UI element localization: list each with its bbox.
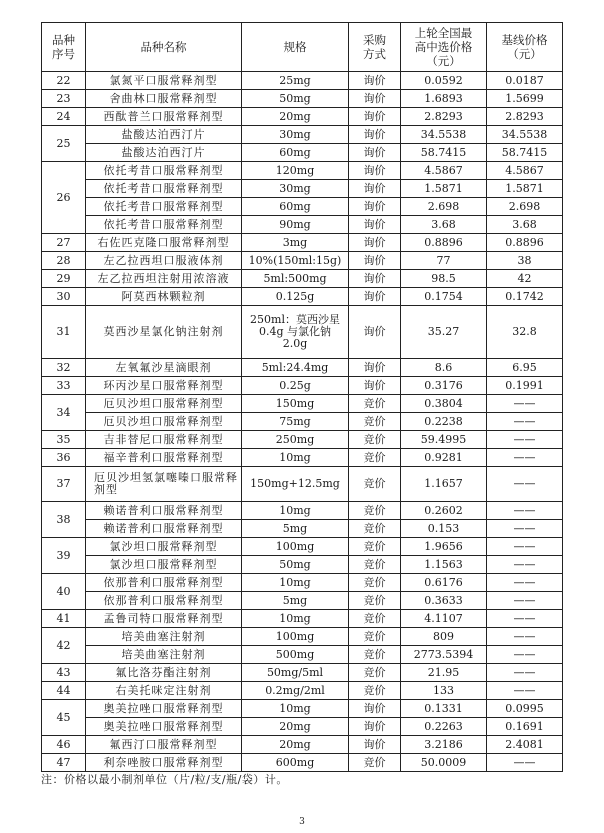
cell-base-price: —— <box>487 664 563 682</box>
cell-base-price: 2.8293 <box>487 108 563 126</box>
cell-base-price: 1.5871 <box>487 180 563 198</box>
cell-method: 竞价 <box>349 754 401 772</box>
cell-last-price: 50.0009 <box>401 754 487 772</box>
cell-last-price: 1.1563 <box>401 556 487 574</box>
cell-no: 41 <box>42 610 86 628</box>
cell-spec: 10mg <box>242 610 349 628</box>
table-row <box>42 126 563 144</box>
cell-last-price: 0.3176 <box>401 377 487 395</box>
cell-name: 右美托咪定注射剂 <box>86 682 242 700</box>
cell-base-price: 38 <box>487 252 563 270</box>
cell-method: 竞价 <box>349 395 401 413</box>
table-row <box>42 90 563 108</box>
cell-name: 左乙拉西坦注射用浓溶液 <box>86 270 242 288</box>
header-last-price: 上轮全国最 高中选价格 （元） <box>401 23 487 72</box>
cell-spec: 150mg <box>242 395 349 413</box>
cell-spec: 75mg <box>242 413 349 431</box>
table-row <box>42 216 563 234</box>
cell-spec: 10mg <box>242 449 349 467</box>
cell-base-price: 6.95 <box>487 359 563 377</box>
cell-no: 36 <box>42 449 86 467</box>
cell-spec: 100mg <box>242 538 349 556</box>
header-name: 品种名称 <box>86 23 242 72</box>
cell-base-price: 0.1991 <box>487 377 563 395</box>
cell-spec: 20mg <box>242 736 349 754</box>
table-row <box>42 682 563 700</box>
cell-base-price: —— <box>487 610 563 628</box>
cell-method: 询价 <box>349 216 401 234</box>
cell-last-price: 0.1754 <box>401 288 487 306</box>
cell-base-price: —— <box>487 395 563 413</box>
cell-spec: 90mg <box>242 216 349 234</box>
header-base-price: 基线价格 （元） <box>487 23 563 72</box>
cell-no: 38 <box>42 502 86 538</box>
cell-method: 竞价 <box>349 628 401 646</box>
cell-name: 福辛普利口服常释剂型 <box>86 449 242 467</box>
cell-method: 询价 <box>349 234 401 252</box>
cell-last-price: 0.8896 <box>401 234 487 252</box>
cell-base-price: —— <box>487 754 563 772</box>
cell-last-price: 77 <box>401 252 487 270</box>
table-row <box>42 288 563 306</box>
cell-spec: 60mg <box>242 144 349 162</box>
cell-method: 询价 <box>349 359 401 377</box>
cell-spec: 0.25g <box>242 377 349 395</box>
cell-spec: 10mg <box>242 700 349 718</box>
table-row <box>42 646 563 664</box>
cell-spec: 10%(150ml:15g) <box>242 252 349 270</box>
cell-method: 询价 <box>349 198 401 216</box>
cell-last-price: 1.5871 <box>401 180 487 198</box>
cell-base-price: —— <box>487 682 563 700</box>
table-row <box>42 556 563 574</box>
cell-method: 询价 <box>349 108 401 126</box>
cell-spec: 25mg <box>242 72 349 90</box>
cell-method: 竞价 <box>349 682 401 700</box>
cell-base-price: —— <box>487 502 563 520</box>
cell-spec: 5ml:24.4mg <box>242 359 349 377</box>
cell-spec: 0.125g <box>242 288 349 306</box>
cell-last-price: 1.6893 <box>401 90 487 108</box>
cell-method: 竞价 <box>349 431 401 449</box>
cell-no: 22 <box>42 72 86 90</box>
table-row <box>42 395 563 413</box>
cell-no: 39 <box>42 538 86 574</box>
table-row <box>42 306 563 359</box>
cell-no: 30 <box>42 288 86 306</box>
cell-spec: 120mg <box>242 162 349 180</box>
table-row <box>42 592 563 610</box>
cell-method: 竞价 <box>349 646 401 664</box>
cell-method: 竞价 <box>349 538 401 556</box>
cell-name: 氟比洛芬酯注射剂 <box>86 664 242 682</box>
cell-method: 竞价 <box>349 502 401 520</box>
cell-name: 左乙拉西坦口服液体剂 <box>86 252 242 270</box>
cell-spec: 0.2mg/2ml <box>242 682 349 700</box>
cell-name: 依托考昔口服常释剂型 <box>86 162 242 180</box>
cell-spec: 30mg <box>242 126 349 144</box>
cell-base-price: 34.5538 <box>487 126 563 144</box>
cell-spec: 250mg <box>242 431 349 449</box>
cell-name: 赖诺普利口服常释剂型 <box>86 520 242 538</box>
table-row <box>42 467 563 502</box>
cell-method: 询价 <box>349 288 401 306</box>
cell-name: 阿莫西林颗粒剂 <box>86 288 242 306</box>
cell-last-price: 1.1657 <box>401 467 487 502</box>
cell-method: 竞价 <box>349 574 401 592</box>
cell-spec: 20mg <box>242 108 349 126</box>
table-row <box>42 449 563 467</box>
cell-base-price: —— <box>487 574 563 592</box>
cell-name: 赖诺普利口服常释剂型 <box>86 502 242 520</box>
cell-base-price: 2.698 <box>487 198 563 216</box>
cell-no: 35 <box>42 431 86 449</box>
cell-base-price: 4.5867 <box>487 162 563 180</box>
cell-no: 28 <box>42 252 86 270</box>
cell-spec: 50mg <box>242 556 349 574</box>
table-row <box>42 198 563 216</box>
cell-last-price: 2.8293 <box>401 108 487 126</box>
cell-no: 33 <box>42 377 86 395</box>
cell-no: 26 <box>42 162 86 234</box>
cell-last-price: 4.1107 <box>401 610 487 628</box>
cell-method: 询价 <box>349 90 401 108</box>
cell-method: 询价 <box>349 700 401 718</box>
cell-spec: 150mg+12.5mg <box>242 467 349 502</box>
cell-name: 环丙沙星口服常释剂型 <box>86 377 242 395</box>
cell-name: 右佐匹克隆口服常释剂型 <box>86 234 242 252</box>
cell-spec: 100mg <box>242 628 349 646</box>
cell-last-price: 0.6176 <box>401 574 487 592</box>
cell-last-price: 0.153 <box>401 520 487 538</box>
table-row <box>42 234 563 252</box>
cell-last-price: 0.1331 <box>401 700 487 718</box>
cell-base-price: 0.1691 <box>487 718 563 736</box>
table-row <box>42 413 563 431</box>
cell-name: 厄贝沙坦口服常释剂型 <box>86 395 242 413</box>
cell-last-price: 0.3804 <box>401 395 487 413</box>
cell-no: 45 <box>42 700 86 736</box>
cell-name: 吉非替尼口服常释剂型 <box>86 431 242 449</box>
cell-spec: 60mg <box>242 198 349 216</box>
cell-method: 询价 <box>349 162 401 180</box>
cell-name: 厄贝沙坦口服常释剂型 <box>86 413 242 431</box>
table-row <box>42 736 563 754</box>
cell-base-price: 1.5699 <box>487 90 563 108</box>
cell-no: 40 <box>42 574 86 610</box>
cell-last-price: 59.4995 <box>401 431 487 449</box>
cell-spec: 5mg <box>242 592 349 610</box>
cell-spec: 10mg <box>242 574 349 592</box>
cell-method: 询价 <box>349 736 401 754</box>
cell-spec: 30mg <box>242 180 349 198</box>
table-row <box>42 628 563 646</box>
cell-name: 依托考昔口服常释剂型 <box>86 216 242 234</box>
cell-last-price: 3.68 <box>401 216 487 234</box>
cell-method: 询价 <box>349 306 401 359</box>
cell-method: 竞价 <box>349 413 401 431</box>
table-row <box>42 700 563 718</box>
cell-spec: 50mg <box>242 90 349 108</box>
table-row <box>42 520 563 538</box>
cell-base-price: —— <box>487 628 563 646</box>
header-no: 品种 序号 <box>42 23 86 72</box>
cell-last-price: 98.5 <box>401 270 487 288</box>
cell-base-price: 58.7415 <box>487 144 563 162</box>
cell-method: 竞价 <box>349 610 401 628</box>
cell-spec: 20mg <box>242 718 349 736</box>
cell-spec: 600mg <box>242 754 349 772</box>
table-row <box>42 359 563 377</box>
cell-name: 培美曲塞注射剂 <box>86 628 242 646</box>
cell-name: 西酞普兰口服常释剂型 <box>86 108 242 126</box>
cell-method: 询价 <box>349 144 401 162</box>
cell-method: 询价 <box>349 126 401 144</box>
table-row <box>42 610 563 628</box>
cell-spec: 5mg <box>242 520 349 538</box>
cell-name: 奥美拉唑口服常释剂型 <box>86 718 242 736</box>
table-row <box>42 180 563 198</box>
cell-name: 依托考昔口服常释剂型 <box>86 198 242 216</box>
cell-last-price: 34.5538 <box>401 126 487 144</box>
cell-base-price: —— <box>487 646 563 664</box>
cell-no: 27 <box>42 234 86 252</box>
cell-base-price: —— <box>487 413 563 431</box>
cell-base-price: 2.4081 <box>487 736 563 754</box>
cell-base-price: 0.0187 <box>487 72 563 90</box>
cell-last-price: 0.2602 <box>401 502 487 520</box>
cell-no: 34 <box>42 395 86 431</box>
cell-name: 孟鲁司特口服常释剂型 <box>86 610 242 628</box>
cell-base-price: —— <box>487 538 563 556</box>
cell-name: 依托考昔口服常释剂型 <box>86 180 242 198</box>
cell-last-price: 0.0592 <box>401 72 487 90</box>
cell-name: 舍曲林口服常释剂型 <box>86 90 242 108</box>
cell-method: 询价 <box>349 377 401 395</box>
cell-spec: 50mg/5ml <box>242 664 349 682</box>
cell-last-price: 2773.5394 <box>401 646 487 664</box>
cell-base-price: —— <box>487 520 563 538</box>
cell-name: 左氧氟沙星滴眼剂 <box>86 359 242 377</box>
cell-no: 42 <box>42 628 86 664</box>
table-row <box>42 574 563 592</box>
cell-spec: 10mg <box>242 502 349 520</box>
cell-method: 竞价 <box>349 520 401 538</box>
cell-method: 竞价 <box>349 467 401 502</box>
table-row <box>42 162 563 180</box>
cell-base-price: 0.1742 <box>487 288 563 306</box>
cell-spec: 250ml：莫西沙星 0.4g 与氯化钠 2.0g <box>242 306 349 359</box>
cell-method: 竞价 <box>349 664 401 682</box>
cell-no: 47 <box>42 754 86 772</box>
table-row <box>42 377 563 395</box>
cell-last-price: 0.3633 <box>401 592 487 610</box>
table-row <box>42 754 563 772</box>
cell-method: 竞价 <box>349 449 401 467</box>
cell-spec: 500mg <box>242 646 349 664</box>
cell-last-price: 1.9656 <box>401 538 487 556</box>
cell-spec: 5ml:500mg <box>242 270 349 288</box>
cell-method: 询价 <box>349 270 401 288</box>
cell-name: 利奈唑胺口服常释剂型 <box>86 754 242 772</box>
table-header-row <box>42 23 563 72</box>
table-row <box>42 538 563 556</box>
table-row <box>42 664 563 682</box>
table-row <box>42 718 563 736</box>
cell-base-price: —— <box>487 467 563 502</box>
table-row <box>42 108 563 126</box>
cell-name: 厄贝沙坦氢氯噻嗪口服常释 剂型 <box>86 467 242 502</box>
cell-last-price: 58.7415 <box>401 144 487 162</box>
cell-last-price: 809 <box>401 628 487 646</box>
cell-last-price: 4.5867 <box>401 162 487 180</box>
cell-name: 氯氮平口服常释剂型 <box>86 72 242 90</box>
cell-no: 23 <box>42 90 86 108</box>
cell-name: 奥美拉唑口服常释剂型 <box>86 700 242 718</box>
cell-method: 询价 <box>349 718 401 736</box>
cell-base-price: 0.8896 <box>487 234 563 252</box>
cell-name: 依那普利口服常释剂型 <box>86 574 242 592</box>
table-row <box>42 502 563 520</box>
header-spec: 规格 <box>242 23 349 72</box>
cell-no: 25 <box>42 126 86 162</box>
footnote: 注：价格以最小制剂单位（片/粒/支/瓶/袋）计。 <box>41 773 288 786</box>
cell-no: 43 <box>42 664 86 682</box>
cell-no: 29 <box>42 270 86 288</box>
cell-no: 24 <box>42 108 86 126</box>
cell-base-price: —— <box>487 556 563 574</box>
cell-last-price: 0.9281 <box>401 449 487 467</box>
cell-name: 莫西沙星氯化钠注射剂 <box>86 306 242 359</box>
cell-base-price: 0.0995 <box>487 700 563 718</box>
cell-spec: 3mg <box>242 234 349 252</box>
cell-name: 氯沙坦口服常释剂型 <box>86 538 242 556</box>
cell-name: 盐酸达泊西汀片 <box>86 144 242 162</box>
cell-no: 37 <box>42 467 86 502</box>
cell-base-price: 32.8 <box>487 306 563 359</box>
cell-no: 32 <box>42 359 86 377</box>
cell-method: 询价 <box>349 72 401 90</box>
cell-base-price: —— <box>487 431 563 449</box>
cell-name: 依那普利口服常释剂型 <box>86 592 242 610</box>
header-method: 采购 方式 <box>349 23 401 72</box>
cell-name: 培美曲塞注射剂 <box>86 646 242 664</box>
table-body <box>42 72 563 772</box>
cell-last-price: 133 <box>401 682 487 700</box>
cell-base-price: 42 <box>487 270 563 288</box>
cell-last-price: 0.2263 <box>401 718 487 736</box>
price-table <box>41 22 563 772</box>
cell-no: 31 <box>42 306 86 359</box>
table-row <box>42 72 563 90</box>
cell-no: 44 <box>42 682 86 700</box>
table-row <box>42 431 563 449</box>
cell-method: 询价 <box>349 252 401 270</box>
cell-no: 46 <box>42 736 86 754</box>
cell-method: 询价 <box>349 180 401 198</box>
cell-last-price: 3.2186 <box>401 736 487 754</box>
cell-base-price: 3.68 <box>487 216 563 234</box>
table-row <box>42 252 563 270</box>
cell-name: 氟西汀口服常释剂型 <box>86 736 242 754</box>
cell-base-price: —— <box>487 449 563 467</box>
cell-last-price: 0.2238 <box>401 413 487 431</box>
cell-name: 氯沙坦口服常释剂型 <box>86 556 242 574</box>
cell-name: 盐酸达泊西汀片 <box>86 126 242 144</box>
cell-method: 竞价 <box>349 592 401 610</box>
table-row <box>42 144 563 162</box>
table-row <box>42 270 563 288</box>
cell-base-price: —— <box>487 592 563 610</box>
page-number: 3 <box>299 817 305 827</box>
cell-last-price: 8.6 <box>401 359 487 377</box>
cell-last-price: 35.27 <box>401 306 487 359</box>
cell-method: 竞价 <box>349 556 401 574</box>
cell-last-price: 2.698 <box>401 198 487 216</box>
cell-last-price: 21.95 <box>401 664 487 682</box>
